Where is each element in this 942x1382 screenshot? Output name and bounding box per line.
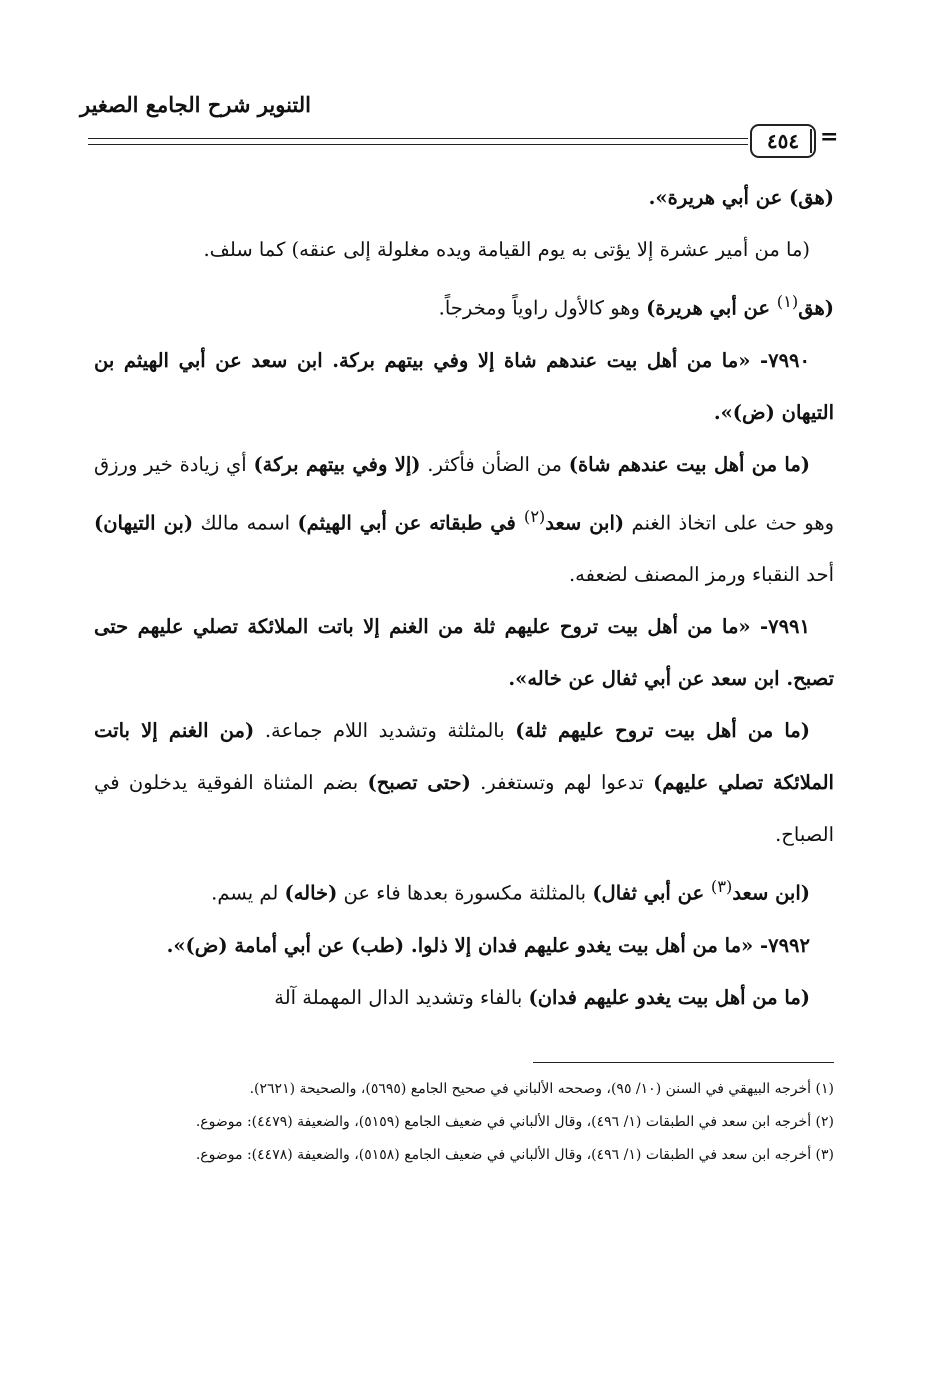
paragraph: [94, 439, 834, 602]
commentary-text: وهو كالأول راوياً ومخرجاً.: [438, 296, 647, 320]
quoted-text: (حتى تصبح): [367, 771, 471, 794]
header-rule: [88, 138, 748, 139]
quoted-text: عن أبي ثفال): [592, 881, 711, 905]
paragraph: (ما من أمير عشرة إلا يؤتى به يوم القيامة ويده مغلولة إلى عنقه) كما سلف.: [203, 238, 810, 261]
footnote: (١) أخرجه البيهقي في السنن (١٠/ ٩٥)، وصححه الألباني في صحيح الجامع (٥٦٩٥)، والصحيحة (٢٦٢١).: [249, 1081, 834, 1097]
commentary-text: بالمثلثة وتشديد اللام جماعة.: [254, 719, 516, 742]
commentary-text: بضم المثناة الفوقية يدخلون في الصباح.: [94, 771, 834, 846]
page-number-ornament: =: [820, 124, 839, 150]
quoted-text: (إلا وفي بيتهم بركة): [253, 452, 421, 476]
quoted-text: (ما من أهل بيت عندهم شاة): [568, 452, 810, 476]
quoted-text: (هق: [798, 296, 834, 320]
paragraph: (هق) عن أبي هريرة».: [648, 186, 834, 209]
paragraph: [94, 705, 834, 861]
quoted-text: (خاله): [284, 881, 338, 905]
footnote: (٣) أخرجه ابن سعد في الطبقات (١/ ٤٩٦)، وقال الألباني في ضعيف الجامع (٥١٥٨)، والضعيفة (٤٤٧٨): موضوع.: [195, 1147, 834, 1163]
page-number: ٤٥٤: [750, 124, 816, 158]
paragraph: [94, 861, 834, 920]
hadith-entry: ٧٩٩٠- «ما من أهل بيت عندهم شاة إلا وفي بيتهم بركة. ابن سعد عن أبي الهيثم بن التيهان (ض)».: [94, 348, 834, 424]
commentary-text: لم يسم.: [211, 881, 285, 905]
quoted-text: (ما من أهل بيت تروح عليهم ثلة): [515, 719, 810, 742]
footnote-separator: [533, 1062, 834, 1063]
quoted-text: في طبقاته عن أبي الهيثم): [297, 511, 524, 534]
footnote-ref: (٢): [523, 506, 546, 526]
commentary-text: بالفاء وتشديد الدال المهملة آلة: [274, 985, 529, 1009]
quoted-text: (من الغنم إلا باتت الملائكة تصلي عليهم): [94, 719, 834, 794]
commentary-text: أي زيادة خير ورزق وهو حث على اتخاذ الغنم: [94, 452, 835, 534]
quoted-text: (ابن سعد: [545, 511, 625, 534]
quoted-text: عن أبي هريرة): [646, 296, 777, 320]
running-title: التنوير شرح الجامع الصغير: [80, 92, 311, 117]
quoted-text: (ابن سعد: [732, 881, 810, 905]
header-rule: [88, 144, 748, 145]
footnotes: [94, 1076, 834, 1175]
commentary-text: أحد النقباء ورمز المصنف لضعفه.: [568, 563, 834, 586]
commentary-text: من الضأن فأكثر.: [420, 452, 569, 476]
footnote-ref: (٣): [710, 877, 733, 896]
hadith-entry: ٧٩٩٢- «ما من أهل بيت يغدو عليهم فدان إلا ذلوا. (طب) عن أبي أمامة (ض)».: [166, 933, 810, 957]
footnote: (٢) أخرجه ابن سعد في الطبقات (١/ ٤٩٦)، وقال الألباني في ضعيف الجامع (٥١٥٩)، والضعيفة (٤٤٧٩): موضوع.: [195, 1114, 834, 1130]
paragraph: [94, 276, 834, 335]
quoted-text: (ما من أهل بيت يغدو عليهم فدان): [528, 985, 810, 1009]
quoted-text: (بن التيهان): [94, 511, 194, 534]
paragraph: [94, 972, 834, 1024]
footnote-ref: (١): [776, 292, 799, 311]
hadith-entry: ٧٩٩١- «ما من أهل بيت تروح عليهم ثلة من الغنم إلا باتت الملائكة تصلي عليهم حتى تصبح. ابن سعد عن أبي ثفال عن خاله».: [94, 615, 834, 690]
main-text: [94, 172, 834, 1024]
commentary-text: بالمثلثة مكسورة بعدها فاء عن: [337, 881, 593, 905]
commentary-text: تدعوا لهم وتستغفر.: [470, 771, 654, 794]
commentary-text: اسمه مالك: [193, 511, 298, 534]
